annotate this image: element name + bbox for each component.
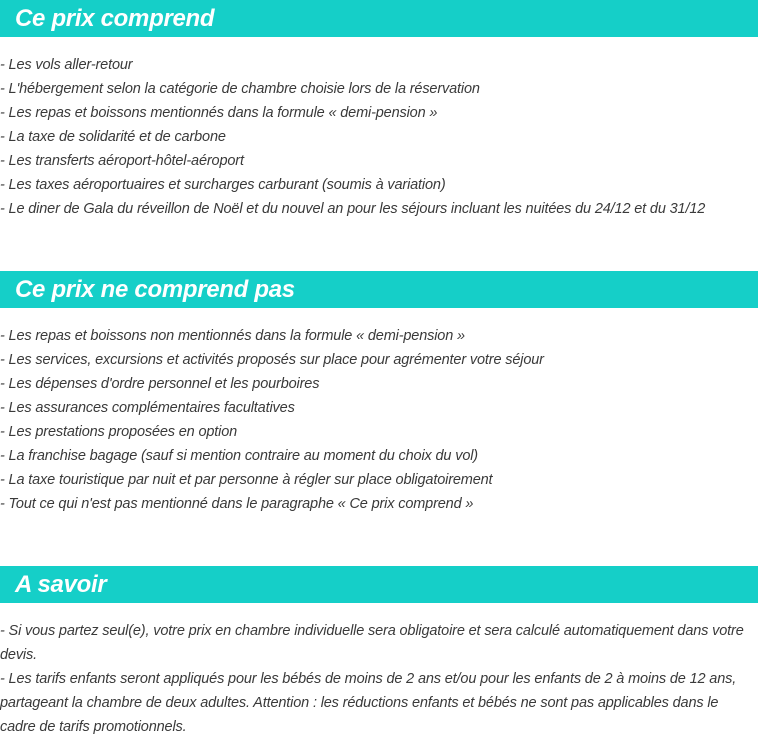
excludes-header-banner	[0, 271, 758, 308]
excludes-item: - La franchise bagage (sauf si mention contraire au moment du choix du vol)	[0, 448, 478, 464]
includes-section	[0, 0, 758, 221]
includes-list	[0, 53, 758, 221]
excludes-section	[0, 271, 758, 516]
good-to-know-body	[0, 619, 758, 739]
includes-item: - Les taxes aéroportuaires et surcharges carburant (soumis à variation)	[0, 177, 446, 193]
excludes-item: - La taxe touristique par nuit et par personne à régler sur place obligatoirement	[0, 472, 493, 488]
includes-header-banner	[0, 0, 758, 37]
good-to-know-header-banner	[0, 566, 758, 603]
excludes-item: - Les repas et boissons non mentionnés dans la formule « demi-pension »	[0, 328, 465, 344]
excludes-item: - Tout ce qui n'est pas mentionné dans le paragraphe « Ce prix comprend »	[0, 496, 474, 512]
includes-item: - La taxe de solidarité et de carbone	[0, 129, 226, 145]
good-to-know-paragraph: - Les tarifs enfants seront appliqués pour les bébés de moins de 2 ans et/ou pour les enfants de 2 à moins de 12 ans, partageant la chambre de deux adultes. Attention : les réductions enfants et bébés ne sont pas applicables dans le cadre de tarifs promotionnels.	[0, 671, 737, 735]
includes-item: - Les repas et boissons mentionnés dans la formule « demi-pension »	[0, 105, 438, 121]
excludes-item: - Les dépenses d'ordre personnel et les pourboires	[0, 376, 320, 392]
excludes-title: Ce prix ne comprend pas	[15, 276, 295, 303]
excludes-list	[0, 324, 758, 516]
includes-item: - Les transferts aéroport-hôtel-aéroport	[0, 153, 244, 169]
includes-title: Ce prix comprend	[15, 5, 215, 32]
excludes-item: - Les services, excursions et activités proposés sur place pour agrémenter votre séjour	[0, 352, 544, 368]
includes-item: - L'hébergement selon la catégorie de chambre choisie lors de la réservation	[0, 81, 480, 97]
includes-item: - Le diner de Gala du réveillon de Noël et du nouvel an pour les séjours incluant les nuitées du 24/12 et du 31/12	[0, 201, 706, 217]
includes-item: - Les vols aller-retour	[0, 57, 133, 73]
good-to-know-paragraph: - Si vous partez seul(e), votre prix en chambre individuelle sera obligatoire et sera calculé automatiquement dans votre devis.	[0, 623, 744, 663]
excludes-item: - Les prestations proposées en option	[0, 424, 238, 440]
good-to-know-section	[0, 566, 758, 739]
good-to-know-title: A savoir	[15, 571, 107, 598]
excludes-item: - Les assurances complémentaires facultatives	[0, 400, 295, 416]
